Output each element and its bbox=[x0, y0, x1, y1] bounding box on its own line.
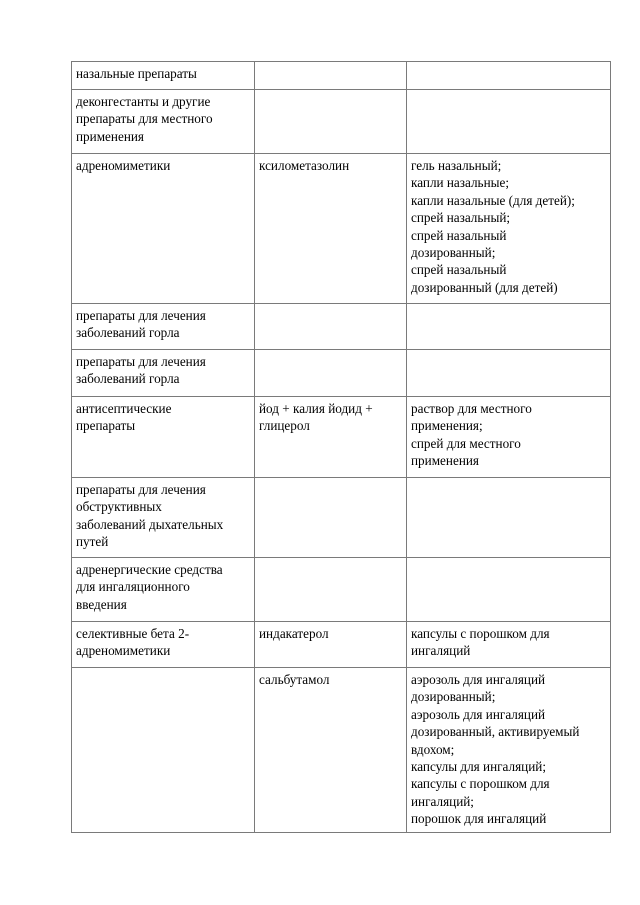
substance-cell: йод + калия йодид + глицерол bbox=[255, 397, 407, 478]
dosage-form-cell bbox=[407, 350, 611, 397]
table-row bbox=[72, 154, 611, 304]
category-cell: адреномиметики bbox=[72, 154, 255, 304]
table-row bbox=[72, 397, 611, 478]
dosage-form-cell bbox=[407, 90, 611, 154]
dosage-form-cell: аэрозоль для ингаляций дозированный; аэрозоль для ингаляций дозированный, активируемый вдохом; капсулы для ингаляций; капсулы с порошком для ингаляций; порошок для ингаляций bbox=[407, 668, 611, 833]
category-cell: препараты для лечения заболеваний горла bbox=[72, 304, 255, 350]
substance-cell: индакатерол bbox=[255, 622, 407, 668]
substance-cell: сальбутамол bbox=[255, 668, 407, 833]
dosage-form-cell bbox=[407, 478, 611, 558]
substance-cell bbox=[255, 558, 407, 622]
table-row bbox=[72, 622, 611, 668]
table-row bbox=[72, 558, 611, 622]
substance-cell bbox=[255, 304, 407, 350]
dosage-form-cell bbox=[407, 304, 611, 350]
substance-cell bbox=[255, 350, 407, 397]
dosage-form-cell bbox=[407, 558, 611, 622]
category-cell: деконгестанты и другие препараты для местного применения bbox=[72, 90, 255, 154]
dosage-form-cell bbox=[407, 62, 611, 90]
category-cell: селективные бета 2- адреномиметики bbox=[72, 622, 255, 668]
category-cell: антисептические препараты bbox=[72, 397, 255, 478]
dosage-form-cell: гель назальный; капли назальные; капли назальные (для детей); спрей назальный; спрей назальный дозированный; спрей назальный дозированный (для детей) bbox=[407, 154, 611, 304]
substance-cell: ксилометазолин bbox=[255, 154, 407, 304]
category-cell: препараты для лечения заболеваний горла bbox=[72, 350, 255, 397]
table-row bbox=[72, 668, 611, 833]
category-cell: адренергические средства для ингаляционного введения bbox=[72, 558, 255, 622]
category-cell: назальные препараты bbox=[72, 62, 255, 90]
substance-cell bbox=[255, 478, 407, 558]
dosage-form-cell: капсулы с порошком для ингаляций bbox=[407, 622, 611, 668]
table-row bbox=[72, 350, 611, 397]
dosage-form-cell: раствор для местного применения; спрей для местного применения bbox=[407, 397, 611, 478]
table-row bbox=[72, 62, 611, 90]
category-cell: препараты для лечения обструктивных заболеваний дыхательных путей bbox=[72, 478, 255, 558]
table-row bbox=[72, 304, 611, 350]
drug-table bbox=[71, 61, 611, 833]
table-row bbox=[72, 478, 611, 558]
table-row bbox=[72, 90, 611, 154]
category-cell bbox=[72, 668, 255, 833]
substance-cell bbox=[255, 62, 407, 90]
substance-cell bbox=[255, 90, 407, 154]
